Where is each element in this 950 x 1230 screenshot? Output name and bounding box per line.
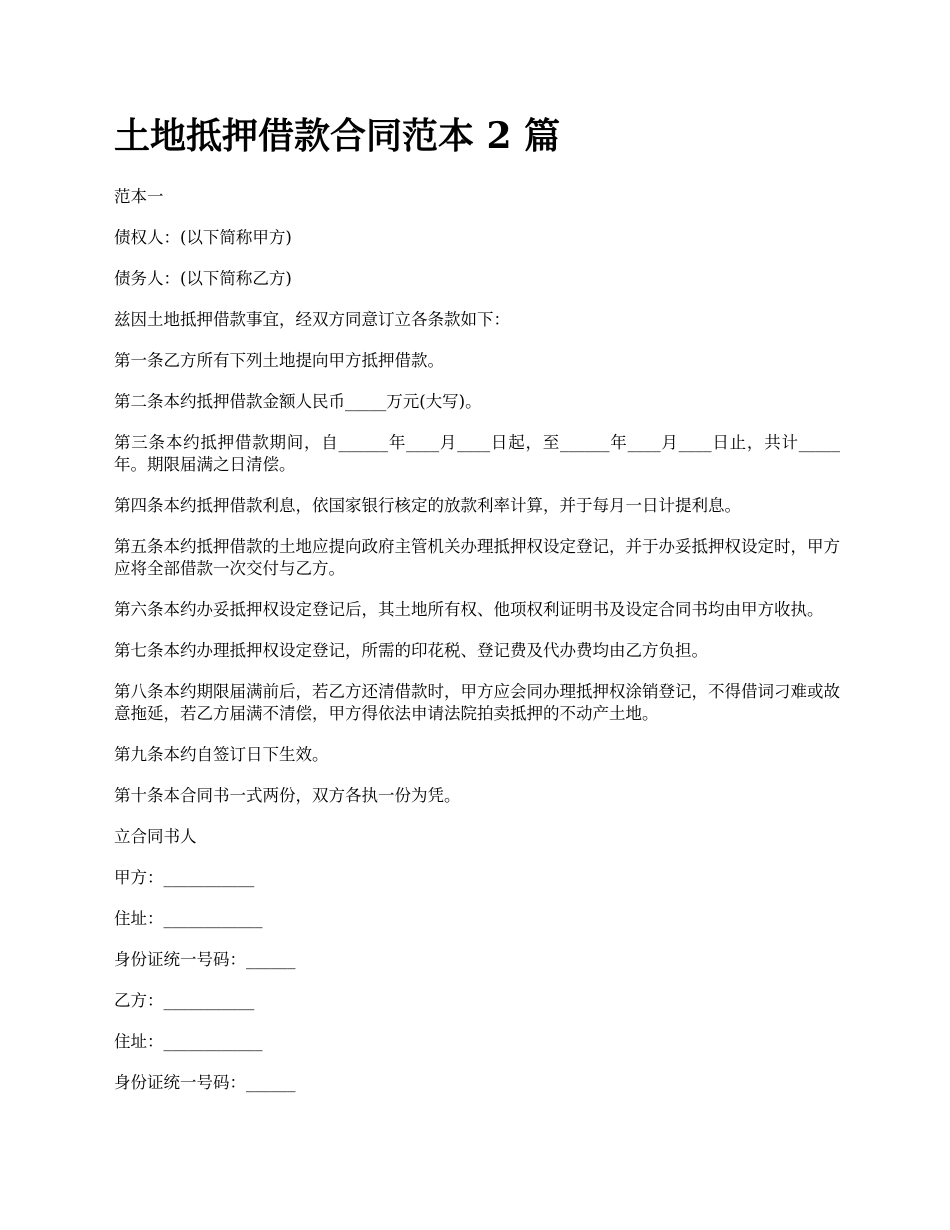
clause-4: 第四条本约抵押借款利息，依国家银行核定的放款利率计算，并于每月一日计提利息。 bbox=[114, 496, 741, 515]
party-b-line: 乙方：___________ bbox=[114, 991, 255, 1010]
clause-2: 第二条本约抵押借款金额人民币_____万元(大写)。 bbox=[114, 392, 482, 411]
party-b-address-line: 住址：____________ bbox=[114, 1032, 263, 1051]
debtor-line: 债务人：(以下简称乙方) bbox=[114, 269, 292, 288]
preamble: 兹因土地抵押借款事宜，经双方同意订立各条款如下： bbox=[114, 310, 510, 329]
document-page bbox=[114, 112, 840, 1113]
clause-9: 第九条本约自签订日下生效。 bbox=[114, 745, 329, 764]
creditor-line: 债权人：(以下简称甲方) bbox=[114, 228, 292, 247]
party-b-id-line: 身份证统一号码：______ bbox=[114, 1073, 296, 1092]
signatories-heading: 立合同书人 bbox=[114, 827, 197, 846]
party-a-address-line: 住址：____________ bbox=[114, 909, 263, 928]
clause-8: 第八条本约期限届满前后，若乙方还清借款时，甲方应会同办理抵押权涂销登记，不得借词刁难或故意拖延，若乙方届满不清偿，甲方得依法申请法院拍卖抵押的不动产土地。 bbox=[114, 682, 840, 723]
clause-5: 第五条本约抵押借款的土地应提向政府主管机关办理抵押权设定登记，并于办妥抵押权设定时，甲方应将全部借款一次交付与乙方。 bbox=[114, 537, 840, 578]
party-a-id-line: 身份证统一号码：______ bbox=[114, 950, 296, 969]
clause-6: 第六条本约办妥抵押权设定登记后，其土地所有权、他项权利证明书及设定合同书均由甲方收执。 bbox=[114, 600, 824, 619]
clause-3: 第三条本约抵押借款期间，自______年____月____日起，至______年____月____日止，共计_____年。期限届满之日清偿。 bbox=[114, 433, 840, 474]
party-a-line: 甲方：___________ bbox=[114, 868, 255, 887]
clause-1: 第一条乙方所有下列土地提向甲方抵押借款。 bbox=[114, 351, 444, 370]
section-label: 范本一 bbox=[114, 187, 164, 206]
clause-10: 第十条本合同书一式两份，双方各执一份为凭。 bbox=[114, 786, 461, 805]
clause-7: 第七条本约办理抵押权设定登记，所需的印花税、登记费及代办费均由乙方负担。 bbox=[114, 641, 708, 660]
document-title: 土地抵押借款合同范本 2 篇 bbox=[114, 115, 561, 157]
